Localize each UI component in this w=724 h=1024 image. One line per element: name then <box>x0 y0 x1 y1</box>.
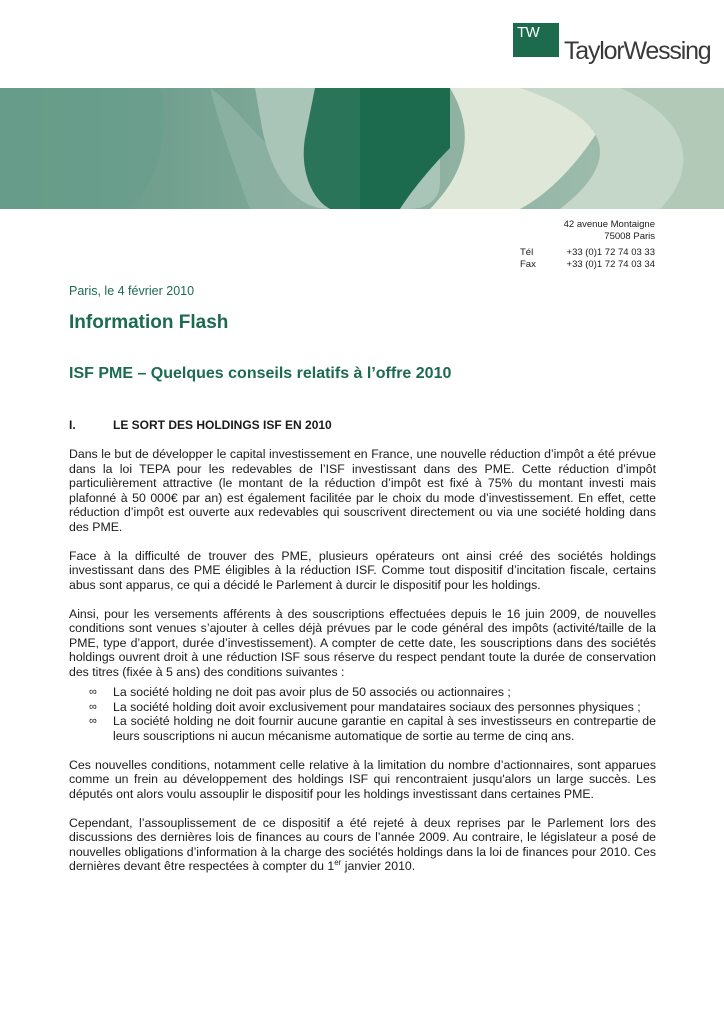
address-city: 75008 Paris <box>604 231 655 242</box>
list-item <box>89 685 656 700</box>
fax-label: Fax <box>520 259 536 270</box>
paragraph-final <box>69 816 656 874</box>
list-item <box>89 699 656 715</box>
header-banner <box>0 88 724 209</box>
document-body <box>69 447 656 888</box>
section-title: LE SORT DES HOLDINGS ISF EN 2010 <box>113 418 332 432</box>
phone-number: +33 (0)1 72 74 03 33 <box>566 247 655 258</box>
tw-badge <box>513 23 559 57</box>
paragraph: Face à la difficulté de trouver des PME, plusieurs opérateurs ont ainsi créé des sociétés holdings investissant dans des PME éligibles à la réduction ISF. Comme tout dispositif d’incitation fiscale, certains abus sont apparus, ce qui a décidé le Parlement à durcir le dispositif pour les holdings. <box>69 548 656 592</box>
fax-row <box>500 259 655 271</box>
office-address <box>500 219 655 271</box>
phone-label: Tél <box>520 247 534 258</box>
paragraph-final-tail: janvier 2010. <box>341 859 416 873</box>
fax-number: +33 (0)1 72 74 03 34 <box>566 259 655 270</box>
list-item-text: La société holding ne doit fournir aucune garantie en capital à ses investisseurs en contrepartie de leurs souscriptions ni aucun mécanisme automatique de sortie au terme de cinq ans. <box>113 714 656 743</box>
paragraph-final-text: Cependant, l’assouplissement de ce dispositif a été rejeté à deux reprises par le Parlement lors des discussions des dernières lois de finances au cours de l’année 2009. Au contraire, le législateur a posé de nouvelles obligations d’information à la charge des sociétés holdings dans la loi de finances pour 2010. Ces dernières devant être respectées à compter du 1 <box>69 815 656 873</box>
tw-badge-text: TW <box>517 24 540 41</box>
list-item <box>89 714 656 743</box>
conditions-list <box>69 685 656 743</box>
section-heading <box>69 418 332 432</box>
taylor-wessing-logo <box>513 23 711 67</box>
ordinal-superscript: er <box>334 857 342 867</box>
infinity-bullet-icon: ∞ <box>89 700 97 713</box>
logo-wordmark: TaylorWessing <box>564 37 711 65</box>
document-date: Paris, le 4 février 2010 <box>69 284 195 298</box>
document-title: Information Flash <box>69 312 229 333</box>
paragraph: Ces nouvelles conditions, notamment celle relative à la limitation du nombre d’actionnaires, sont apparues comme un frein au développement des holdings ISF qui rencontraient jusqu'alors un large succès. Les députés ont alors voulu assouplir le dispositif pour les holdings investissant dans certaines PME. <box>69 757 656 801</box>
address-street: 42 avenue Montaigne <box>563 219 655 230</box>
infinity-bullet-icon: ∞ <box>89 686 97 698</box>
phone-row <box>500 247 655 259</box>
paragraph: Dans le but de développer le capital investissement en France, une nouvelle réduction d’impôt a été prévue dans la loi TEPA pour les redevables de l’ISF investissant dans des PME. Cette réduction d’impôt particulièrement attractive (le montant de la réduction d’impôt est fixé à 75% du montant investi mais plafonné à 50 000€ par an) est également facilitée par le choix du mode d’investissement. En effet, cette réduction d’impôt est ouverte aux redevables qui souscrivent directement ou via une société holding dans des PME. <box>69 447 656 534</box>
list-item-text: La société holding ne doit pas avoir plus de 50 associés ou actionnaires ; <box>113 685 511 699</box>
list-item-text: La société holding doit avoir exclusivement pour mandataires sociaux des personnes physiques ; <box>113 699 641 714</box>
infinity-bullet-icon: ∞ <box>89 715 97 727</box>
section-number: I. <box>69 418 76 432</box>
document-subtitle: ISF PME – Quelques conseils relatifs à l’offre 2010 <box>69 365 452 382</box>
paragraph: Ainsi, pour les versements afférents à des souscriptions effectuées depuis le 16 juin 2009, de nouvelles conditions sont venues s’ajouter à celles déjà prévues par le code général des impôts (activité/taille de la PME, type d’apport, durée d’investissement). A compter de cette date, les souscriptions dans des sociétés holdings ouvrent droit à une réduction ISF sous réserve du respect pendant toute la durée de conservation des titres (fixée à 5 ans) des conditions suivantes : <box>69 606 656 679</box>
